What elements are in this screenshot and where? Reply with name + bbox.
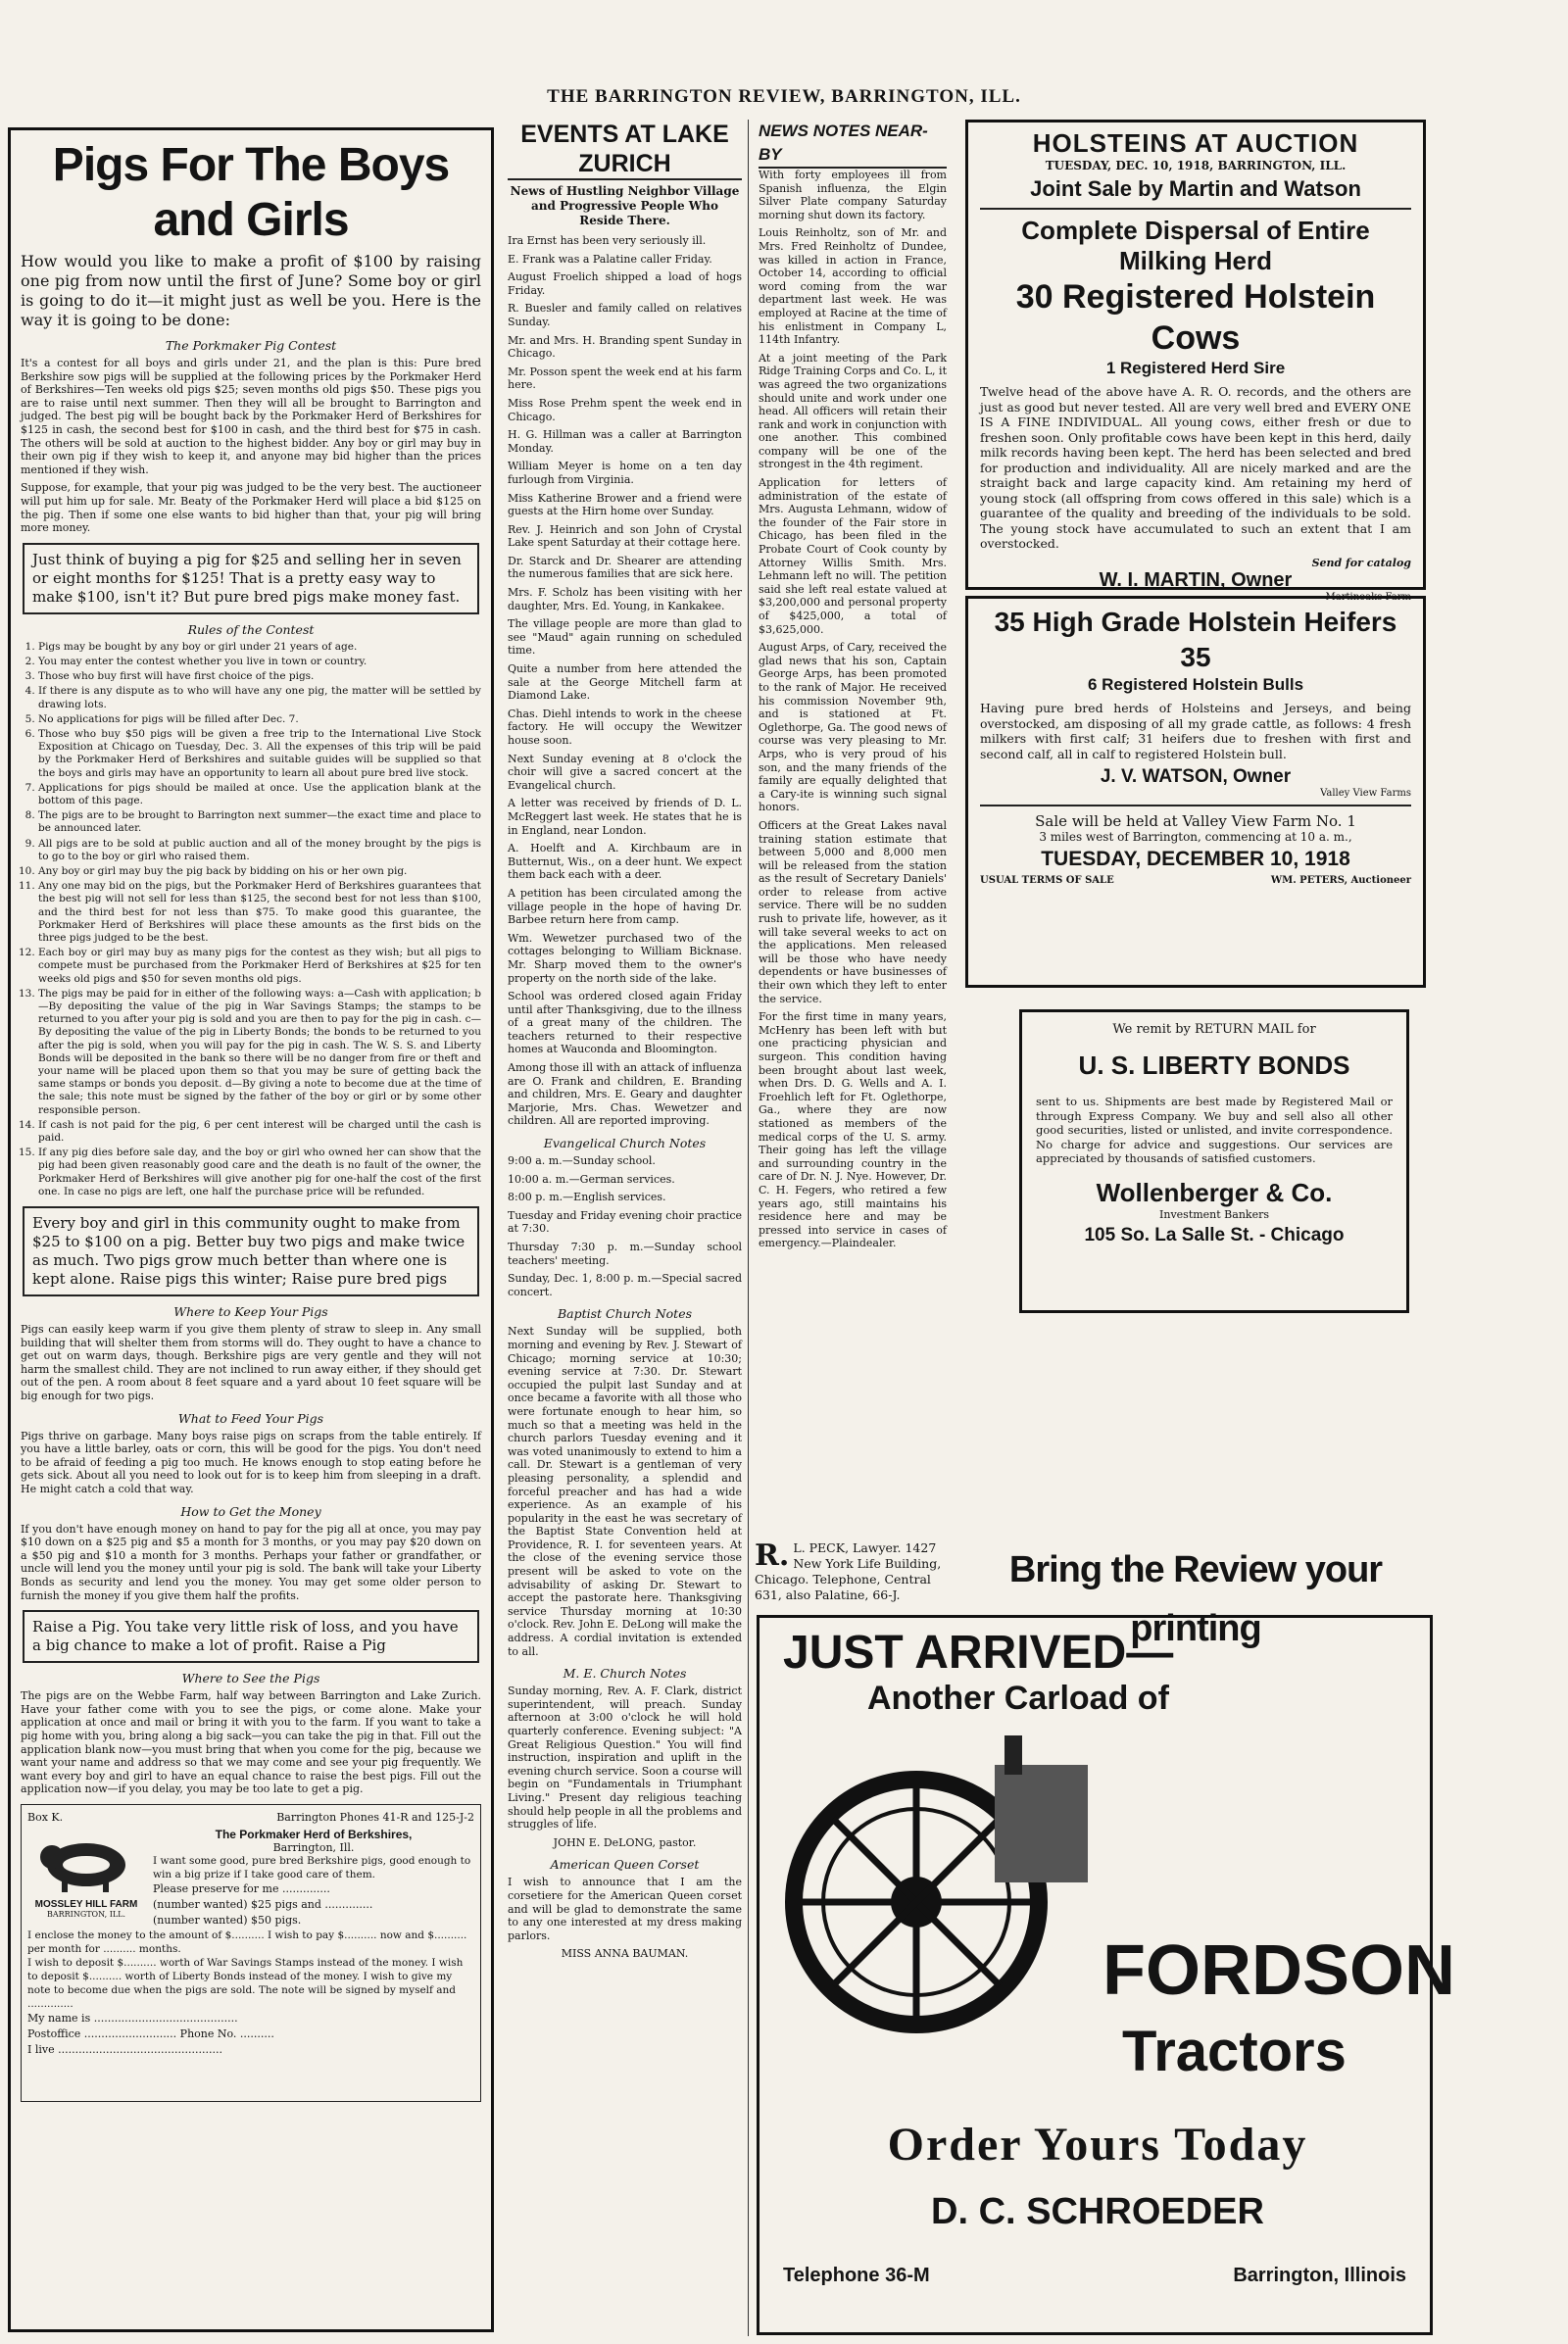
martin-owner: W. I. MARTIN, Owner bbox=[1099, 568, 1293, 591]
feed-heading: What to Feed Your Pigs bbox=[177, 1410, 324, 1426]
rule-item: 14. If cash is not paid for the pig, 6 per cent interest will be charged until the cash is paid. bbox=[38, 1119, 481, 1145]
news-item: Application for letters of administration of the estate of Mrs. Augusta Lehmann, widow of the founder of the Fair store in Chicago, has been filed in the Probate Court of Cook county by Attorney Willis Smith. Mrs. Lehmann left no will. The petition said she left real estate valued at $3,200,000 and personal property of $425,000, a total of $3,625,000. bbox=[759, 476, 947, 636]
herd-sire: 1 Registered Herd Sire bbox=[1105, 359, 1286, 377]
news-item: At a joint meeting of the Park Ridge Training Corps and Co. L, it was agreed the two organizations should unite and work under one head. All officers will retain their rank and work in conjunction with one another. This combined company will be one of the strongest in the 4th regiment. bbox=[759, 351, 947, 471]
news-item: For the first time in many years, McHenry has been left with but one practicing physician and surgeon. This condition having been brought about last week, when Drs. D. G. Wells and A. I. Froehlich left for Ft. Oglethorpe, Ga., where they are now stationed as members of the medical corps of the U. S. army. Their going has left the village and surrounding country in the care of Dr. N. J. Nye. However, Dr. C. H. Fegers, who retired a few years ago, still maintains his residence here and may be pressed into service in cases of emergency.—Plaindealer. bbox=[759, 1010, 947, 1250]
form-line[interactable]: (number wanted) $50 pigs. bbox=[153, 1913, 302, 1927]
news-notes-column bbox=[755, 120, 951, 1536]
fordson-ad bbox=[757, 1615, 1455, 2335]
news-item: Miss Rose Prehm spent the week end in Chicago. bbox=[508, 396, 742, 423]
corset-text: I wish to announce that I am the corsetiere for the American Queen corset and will be glad to demonstrate the same to any one interested at my dress making parlors. bbox=[508, 1876, 742, 1942]
dealer-name: D. C. SCHROEDER bbox=[931, 2191, 1264, 2232]
rule-item: 5. No applications for pigs will be filled after Dec. 7. bbox=[38, 713, 481, 726]
sale-date: TUESDAY, DECEMBER 10, 1918 bbox=[1041, 848, 1350, 870]
church-item: 8:00 p. m.—English services. bbox=[508, 1191, 666, 1204]
contest-heading: The Porkmaker Pig Contest bbox=[165, 338, 337, 353]
me-church-signature: JOHN E. DeLONG, pastor. bbox=[553, 1835, 697, 1849]
corset-heading: American Queen Corset bbox=[550, 1857, 700, 1873]
form-place: Barrington, Ill. bbox=[272, 1840, 355, 1854]
fordson-brand: FORDSON bbox=[1102, 1931, 1455, 2010]
news-item: Quite a number from here attended the sale at the George Mitchell farm at Diamond Lake. bbox=[508, 662, 742, 703]
pig-lede: How would you like to make a profit of $100 by raising one pig from now until the first of June? Some boy or girl is going to do it—it might just as well be you. Here is the way it is going to be done: bbox=[21, 252, 481, 329]
see-text: The pigs are on the Webbe Farm, half way between Barrington and Lake Zurich. Have your father come with you to see the pigs, or come alone. Make your application at once and mail or bring it with you to the farm. If you want to take a pig home with you, bring along a big sack—you can take the pig in that. Fill out the application blank now—you must bring that when you come for the pig, because we want your name and address so that we may come and see your pig frequently. We want every boy and girl to have an equal chance to raise the best pigs. Fill out the application now—if you delay, you may be too late to get a pig. bbox=[21, 1689, 481, 1796]
catalog-link: Send for catalog bbox=[1311, 556, 1411, 569]
contest-text: It's a contest for all boys and girls under 21, and the plan is this: Pure bred Berkshire sow pigs will be supplied at the following prices by the Porkmaker Herd of Berkshires—Ten weeks old pigs $25; seven months old pigs $50. These pigs you are to raise until next summer. Then they will all be brought to Barrington and judged. The best pig will be bought back by the Porkmaker Herd of Berkshires for $125 in cash, the second best for $100 in cash, and the third best for $75 in cash. The others will be sold at auction to the highest bidder. Any boy or girl may buy in their own pig if they wish to keep it, and anyone may bid higher than the prices mentioned if they wish. bbox=[21, 357, 481, 476]
news-item: A letter was received by friends of D. L. McReggert last week. He states that he is in England, near London. bbox=[508, 797, 742, 837]
farm-place: BARRINGTON, ILL. bbox=[46, 1909, 126, 1919]
just-arrived: JUST ARRIVED— bbox=[783, 1627, 1174, 1679]
me-church-text: Sunday morning, Rev. A. F. Clark, district superintendent, will preach. Sunday afternoon at 3:00 o'clock he will hold quarterly conference. Evening subject: "A Great Religious Question." You will find instruction, inspiration and uplift in the evening church service. Soon a course will begin on "Fundamentals in Triumphant Living." Present day religious teaching should help people in all the problems and struggles of life. bbox=[508, 1685, 742, 1831]
me-church-heading: M. E. Church Notes bbox=[563, 1666, 687, 1682]
complete-dispersal: Complete Dispersal of Entire Milking Herd bbox=[1021, 216, 1370, 275]
rule-item: 4. If there is any dispute as to who will have any one pig, the matter will be settled by drawing lots. bbox=[38, 685, 481, 710]
lake-zurich-column bbox=[502, 120, 749, 2336]
holstein-body: Twelve head of the above have A. R. O. records, and the others are just as good but never tested. All are very well bred and EVERY ONE IS A FINE INDIVIDUAL. All young cows, either fresh or due to freshen soon. Only profitable cows have been kept in this herd, daily milk records having been kept. The herd has been selected and bred for production and individuality. All are nicely marked and are the straight back and large capacity kind. Am retaining my herd of young stock (all offspring from cows offered in this sale) which is a guarantee of the quality and breeding of the individuals to be sold. The young stock have accumulated to such an extent that I am overstocked. bbox=[980, 384, 1411, 551]
corset-signature: MISS ANNA BAUMAN. bbox=[561, 1947, 689, 1961]
heifers-body: Having pure bred herds of Holsteins and Jerseys, and being overstocked, am disposing of all my grade cattle, as follows: 4 fresh milkers with first calf; 31 heifers due to freshen with first and second calf, all in calf to registered Holstein bull. bbox=[980, 701, 1411, 761]
application-form bbox=[21, 1804, 481, 2102]
farm-name: MOSSLEY HILL FARM bbox=[34, 1898, 138, 1910]
news-item: Ira Ernst has been very seriously ill. bbox=[508, 234, 707, 247]
dealer-place: Barrington, Illinois bbox=[1233, 2265, 1406, 2286]
registered-cows: 30 Registered Holstein Cows bbox=[1015, 278, 1376, 357]
raise-pig-box: Raise a Pig. You take very little risk of loss, and you have a big chance to make a lot of profit. Raise a Pig bbox=[23, 1610, 479, 1663]
news-item: Mrs. F. Scholz has been visiting with her daughter, Mrs. Ed. Young, in Kankakee. bbox=[508, 586, 742, 612]
news-item: Among those ill with an attack of influenza are O. Frank and children, E. Branding and children, Mrs. E. Geary and daughter Marjorie, Mrs. Chas. Wewetzer and children. All are reported improving. bbox=[508, 1061, 742, 1128]
news-item: The village people are more than glad to see "Maud" again running on scheduled time. bbox=[508, 617, 742, 658]
form-box-number: Box K. bbox=[27, 1810, 64, 1824]
form-postoffice-field[interactable]: Postoffice ........................... Phone No. .......... bbox=[27, 2027, 274, 2040]
rules-list bbox=[21, 641, 481, 1198]
watson-farm: Valley View Farms bbox=[1320, 788, 1411, 799]
form-name-field[interactable]: My name is .......................................... bbox=[27, 2011, 238, 2025]
auction-title: HOLSTEINS AT AUCTION bbox=[1032, 128, 1359, 158]
news-item: Officers at the Great Lakes naval training station estimate that between 5,000 and 8,000 men will be released from the station as the result of Secretary Daniels' order to release from active service. There will be no sudden rush to private life, however, as it will take several weeks to act on the applications. Men released will be those who have needy dependents or have businesses of their own which they left to enter the service. bbox=[759, 818, 947, 1005]
rule-item: 15. If any pig dies before sale day, and the boy or girl who owned her can show that the pig had been given reasonably good care and the death is no fault of the owner, the Porkmaker Herd of Berkshires will give another pig for one-half the cost of the first one. In case no pigs are left, one half the purchase price will be refunded. bbox=[38, 1147, 481, 1198]
rule-item: 2. You may enter the contest whether you live in town or country. bbox=[38, 656, 481, 668]
auctioneer: WM. PETERS, Auctioneer bbox=[1270, 875, 1411, 886]
news-item: H. G. Hillman was a caller at Barrington Monday. bbox=[508, 428, 742, 455]
see-heading: Where to See the Pigs bbox=[181, 1671, 320, 1686]
peck-text: L. PECK, Lawyer. 1427 New York Life Building, Chicago. Telephone, Central 631, also Palatine, 66-J. bbox=[755, 1540, 942, 1602]
wollenberger-firm: Wollenberger & Co. bbox=[1096, 1177, 1333, 1207]
dealer-phone: Telephone 36-M bbox=[783, 2265, 930, 2286]
printing-ad: Bring the Review your printing bbox=[1008, 1549, 1383, 1649]
form-line[interactable]: I wish to deposit $.......... worth of War Savings Stamps instead of the money. I wish to deposit $.......... worth of Liberty Bonds instead of the money. I wish to give my note to become due when the pigs are sold. The note will be signed by myself and .............. bbox=[27, 1956, 464, 2010]
joint-sale: Joint Sale by Martin and Watson bbox=[1030, 176, 1361, 201]
liberty-bonds-ad bbox=[1019, 1009, 1409, 1313]
rule-item: 7. Applications for pigs should be mailed at once. Use the application blank at the bottom of this page. bbox=[38, 782, 481, 807]
lake-zurich-subhead: News of Hustling Neighbor Village and Progressive People Who Reside There. bbox=[510, 184, 740, 227]
farm-logo bbox=[27, 1828, 145, 1929]
news-item: A. Hoelft and A. Kirchbaum are in Butternut, Wis., on a deer hunt. We expect them back each with a deer. bbox=[508, 842, 742, 882]
news-item: School was ordered closed again Friday until after Thanksgiving, due to the illness of a great many of the children. The teachers returned to their respective homes at Wauconda and Bloomington. bbox=[508, 990, 742, 1056]
news-item: Dr. Starck and Dr. Shearer are attending the numerous families that are sick here. bbox=[508, 554, 742, 581]
feed-text: Pigs thrive on garbage. Many boys raise pigs on scraps from the table entirely. If you have a little barley, oats or corn, this will be good for the pigs. You don't need to be afraid of feeding a pig too much. He knows enough to stop eating before he gets sick. About all you need to look out for is to keep him from sleeping in a draft. He might catch a cold that way. bbox=[21, 1429, 481, 1495]
form-phones: Barrington Phones 41-R and 125-J-2 bbox=[276, 1810, 474, 1824]
liberty-body: sent to us. Shipments are best made by Registered Mail or through Express Company. We buy and sell also all other good securities, listed or unlisted, and invite correspondence. No charge for advice and suggestions. Our services are appreciated by thousands of satisfied customers. bbox=[1036, 1095, 1393, 1165]
rule-item: 12. Each boy or girl may buy as many pigs for the contest as they wish; but all pigs to compete must be purchased from the Porkmaker Herd of Berkshires at $25 for ten weeks old pigs and $50 for seven months old pigs. bbox=[38, 947, 481, 986]
order-today: Order Yours Today bbox=[887, 2119, 1308, 2171]
form-line: I want some good, pure bred Berkshire pigs, good enough to win a big prize if I take good care of them. bbox=[153, 1854, 471, 1880]
rule-item: 9. All pigs are to be sold at public auction and all of the money brought by the pigs is to go to the boy or girl who raised them. bbox=[38, 838, 481, 863]
rule-item: 10. Any boy or girl may buy the pig back by bidding on his or her own pig. bbox=[38, 865, 481, 878]
news-item: R. Buesler and family called on relatives Sunday. bbox=[508, 302, 742, 328]
news-item: Next Sunday evening at 8 o'clock the choir will give a sacred concert at the Evangelical church. bbox=[508, 752, 742, 792]
keep-heading: Where to Keep Your Pigs bbox=[173, 1304, 328, 1320]
lake-zurich-heading: EVENTS AT LAKE ZURICH bbox=[508, 120, 742, 180]
remit-line: We remit by RETURN MAIL for bbox=[1112, 1022, 1316, 1037]
evangelical-heading: Evangelical Church Notes bbox=[543, 1136, 707, 1151]
think-box: Just think of buying a pig for $25 and selling her in seven or eight months for $125! That is a pretty easy way to make $100, isn't it? But pure bred pigs make money fast. bbox=[23, 543, 479, 614]
form-line[interactable]: Please preserve for me .............. bbox=[153, 1881, 330, 1895]
tractor-icon bbox=[779, 1726, 1093, 2049]
rule-item: 1. Pigs may be bought by any boy or girl under 21 years of age. bbox=[38, 641, 481, 654]
news-item: August Froelich shipped a load of hogs Friday. bbox=[508, 270, 742, 297]
martin-farm: Martinoaks Farm bbox=[1325, 591, 1411, 603]
rule-item: 13. The pigs may be paid for in either of the following ways: a—Cash with application; b—By depositing the value of the pig in War Savings Stamps; the stamps to be returned to you after your pig is sold and you are then to pay for the pig in cash. c—By depositing the value of the pig in Liberty Bonds; the bonds to be returned to you after the pig is sold, when you will pay for the pig in cash. The W. S. S. and Liberty Bonds will be deposited in the bank so there will be no danger from fire or theft and your name will be placed upon them so that you may be sure of getting back the same stamps or bonds you deposit. d—By giving a note to become due at the time of the sale; this note must be signed by the father of the boy or girl or by some other responsible person. bbox=[38, 988, 481, 1117]
news-notes-heading: NEWS NOTES NEAR-BY bbox=[759, 120, 947, 169]
news-item: William Meyer is home on a ten day furlough from Virginia. bbox=[508, 460, 742, 486]
rule-item: 3. Those who buy first will have first choice of the pigs. bbox=[38, 670, 481, 683]
form-address-field[interactable]: I live ................................................ bbox=[27, 2042, 222, 2056]
liberty-bonds-title: U. S. LIBERTY BONDS bbox=[1078, 1050, 1350, 1080]
every-boy-box: Every boy and girl in this community ought to make from $25 to $100 on a pig. Better buy two pigs and make twice as much. Two pigs grow much better than where one is kept alone. Raise pigs this winter; Raise pure bred pigs bbox=[23, 1206, 479, 1296]
rule-item: 6. Those who buy $50 pigs will be given a free trip to the International Live Stock Exposition at Chicago on Tuesday, Dec. 3. All the expenses of this trip will be paid by the Porkmaker Herd of Berkshires and suitable guides will be supplied so that the boys and girls may have an opportunity to learn all about pure bred live stock. bbox=[38, 728, 481, 780]
keep-text: Pigs can easily keep warm if you give them plenty of straw to sleep in. Any small building that will shelter them from storms will do. They ought to have a chance to get out on warm days, though. Berkshire pigs are very gentle and they will not harm the smallest child. They are not inclined to run away either, if they should get out of the pen. A room about 8 feet square and a yard about 10 feet square will be big enough for two pigs. bbox=[21, 1323, 481, 1403]
church-item: Sunday, Dec. 1, 8:00 p. m.—Special sacred concert. bbox=[508, 1272, 742, 1298]
rule-item: 8. The pigs are to be brought to Barrington next summer—the exact time and place to be announced later. bbox=[38, 809, 481, 835]
church-item: 9:00 a. m.—Sunday school. bbox=[508, 1154, 656, 1168]
registered-bulls: 6 Registered Holstein Bulls bbox=[1087, 675, 1304, 694]
church-item: Thursday 7:30 p. m.—Sunday school teachers' meeting. bbox=[508, 1241, 742, 1267]
church-item: 10:00 a. m.—German services. bbox=[508, 1172, 675, 1186]
pig-headline: Pigs For The Boys and Girls bbox=[52, 139, 450, 246]
rule-item: 11. Any one may bid on the pigs, but the Porkmaker Herd of Berkshires guarantees that the best pig will not sell for less than $125, the second best for not less than $100, and the third best for not less than $75. To make good this guarantee, the Porkmaker Herd of Berkshires will place these amounts as the first bids on the three pigs judged to be the best. bbox=[38, 880, 481, 945]
money-text: If you don't have enough money on hand to pay for the pig all at once, you may pay $10 down on a $25 pig and $5 a month for 3 months, or you may pay $20 down on a $50 pig and $10 a month for 3 months. Perhaps your father or grandfather, or uncle will lend you the money until your pig is sold. The bank will take your Liberty Bonds as security and lend you the money. You may get some older person to furnish the money if you give them half the profits. bbox=[21, 1522, 481, 1602]
wollenberger-address: 105 So. La Salle St. - Chicago bbox=[1084, 1224, 1345, 1245]
peck-lawyer-card bbox=[755, 1540, 951, 1611]
masthead: THE BARRINGTON REVIEW, BARRINGTON, ILL. bbox=[547, 86, 1021, 107]
tractors-word: Tractors bbox=[1122, 2020, 1347, 2083]
money-heading: How to Get the Money bbox=[180, 1503, 321, 1519]
sale-miles: 3 miles west of Barrington, commencing at 10 a. m., bbox=[1039, 830, 1352, 844]
heifers-title: 35 High Grade Holstein Heifers 35 bbox=[994, 607, 1397, 672]
news-item: Chas. Diehl intends to work in the cheese factory. He will occupy the Wewitzer house soon. bbox=[508, 707, 742, 747]
watson-owner: J. V. WATSON, Owner bbox=[1100, 766, 1292, 787]
news-item: Rev. J. Heinrich and son John of Crystal Lake spent Saturday at their cottage here. bbox=[508, 522, 742, 550]
news-item: August Arps, of Cary, received the glad news that his son, Captain George Arps, has been promoted to the rank of Major. He received his commission November 9th, and is stationed at Ft. Oglethorpe, Ga. The good news of course was very pleasing to Mr. Arps, who is very proud of his son, and the many friends of the family are equally delighted that a Cary-ite is winning such signal honors. bbox=[759, 641, 947, 814]
another-carload: Another Carload of bbox=[867, 1680, 1169, 1717]
news-item: Louis Reinholtz, son of Mr. and Mrs. Fred Reinholtz of Dundee, was killed in action in France, October 14, according to official word coming from the war department last week. He was employed at Racine at the time of his enlistment in Company L, 114th Infantry. bbox=[759, 226, 947, 347]
auction-date: TUESDAY, DEC. 10, 1918, BARRINGTON, ILL. bbox=[1045, 159, 1347, 172]
news-item: Wm. Wewetzer purchased two of the cottages belonging to William Bicknase. Mr. Sharp moved them to the owner's property on the north side of the lake. bbox=[508, 931, 742, 985]
sale-location: Sale will be held at Valley View Farm No. 1 bbox=[1035, 812, 1356, 830]
news-item: Mr. Posson spent the week end at his farm here. bbox=[508, 365, 742, 392]
news-item: With forty employees ill from Spanish influenza, the Elgin Silver Plate company Saturday morning shut down its factory. bbox=[759, 169, 947, 221]
news-item: E. Frank was a Palatine caller Friday. bbox=[508, 252, 712, 266]
news-item: Miss Katherine Brower and a friend were guests at the Hirn home over Sunday. bbox=[508, 491, 742, 518]
pig-icon bbox=[32, 1828, 140, 1896]
heifers-ad bbox=[965, 596, 1426, 988]
peck-initial: R. bbox=[755, 1538, 790, 1573]
church-item: Tuesday and Friday evening choir practice at 7:30. bbox=[508, 1208, 743, 1236]
rules-heading: Rules of the Contest bbox=[187, 621, 315, 637]
pig-contest-article bbox=[8, 127, 494, 2332]
news-item: A petition has been circulated among the village people in the hope of having Dr. Barbee return here from camp. bbox=[508, 886, 742, 927]
suppose-text: Suppose, for example, that your pig was judged to be the very best. The auctioneer will put him up for sale. Mr. Beaty of the Porkmaker Herd will place a bid $125 on the pig. Then if some one else wants to bid higher than that, your pig will bring more money. bbox=[21, 481, 481, 535]
form-line[interactable]: (number wanted) $25 pigs and .............. bbox=[153, 1897, 373, 1911]
form-title: The Porkmaker Herd of Berkshires, bbox=[215, 1827, 413, 1841]
investment-bankers: Investment Bankers bbox=[1159, 1207, 1269, 1221]
news-item: Mr. and Mrs. H. Branding spent Sunday in Chicago. bbox=[508, 333, 742, 361]
baptist-text: Next Sunday will be supplied, both morning and evening by Rev. J. Stewart of Chicago; morning service at 10:30; evening service at 7:30. Dr. Stewart occupied the pulpit last Sunday and at once became a favorite with all those who were fortunate enough to hear him, so much so that a meeting was held in the church parlors Tuesday evening and it was voted unanimously to extend to him a call. Dr. Stewart is a gentleman of very pleasing personality, a splendid and forceful preacher and has had a wide experience. As an example of his popularity in the east he was secretary of the Baptist State Convention held at Providence, R. I. for seventeen years. At the close of the evening service those present will be asked to vote on the advisability of asking Dr. Stewart to accept the pastorate here. Thanksgiving service Thursday morning at 10:30 o'clock. Rev. John E. DeLong will make the address. A cordial invitation is extended to all. bbox=[508, 1325, 742, 1658]
form-line[interactable]: I enclose the money to the amount of $.......... I wish to pay $.......... now and $.......... per month for .......... months. bbox=[27, 1929, 467, 1955]
holstein-auction-ad bbox=[965, 120, 1426, 603]
sale-terms: USUAL TERMS OF SALE bbox=[980, 875, 1114, 886]
baptist-heading: Baptist Church Notes bbox=[557, 1306, 693, 1322]
